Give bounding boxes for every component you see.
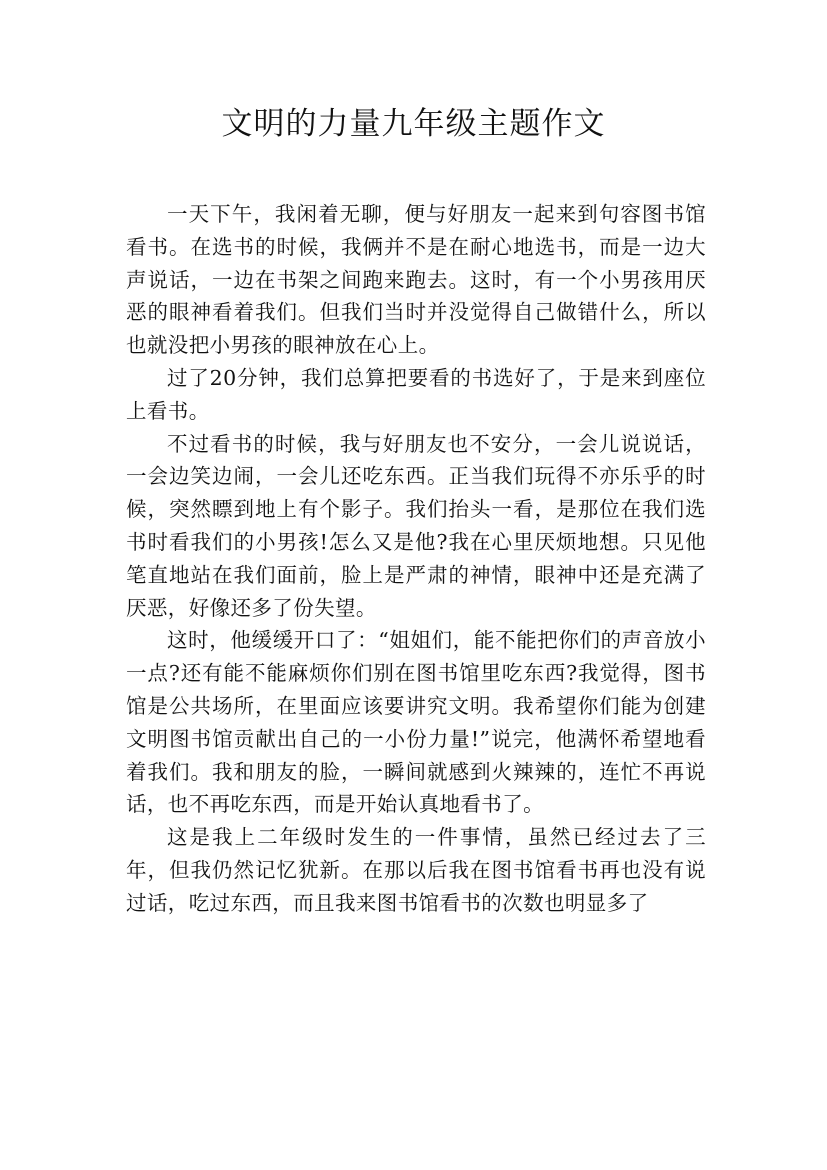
paragraph: 这时，他缓缓开口了：“姐姐们，能不能把你们的声音放小一点?还有能不能麻烦你们别在图书馆里吃东西?我觉得，图书馆是公共场所，在里面应该要讲究文明。我希望你们能为创建文明图书馆贡献出自己的一小份力量!”说完，他满怀希望地看着我们。我和朋友的脸，一瞬间就感到火辣辣的，连忙不再说话，也不再吃东西，而是开始认真地看书了。 [126,628,706,817]
document-title: 文明的力量九年级主题作文 [221,106,606,142]
document-body [126,198,706,920]
paragraph: 过了20分钟，我们总算把要看的书选好了，于是来到座位上看书。 [126,365,706,423]
paragraph: 一天下午，我闲着无聊，便与好朋友一起来到句容图书馆看书。在选书的时候，我俩并不是在耐心地选书，而是一边大声说话，一边在书架之间跑来跑去。这时，有一个小男孩用厌恶的眼神看着我们。但我们当时并没觉得自己做错什么，所以也就没把小男孩的眼神放在心上。 [126,202,706,358]
paragraph: 这是我上二年级时发生的一件事情，虽然已经过去了三年，但我仍然记忆犹新。在那以后我在图书馆看书再也没有说过话，吃过东西，而且我来图书馆看书的次数也明显多了 [126,825,706,915]
paragraph: 不过看书的时候，我与好朋友也不安分，一会儿说说话，一会边笑边闹，一会儿还吃东西。正当我们玩得不亦乐乎的时候，突然瞟到地上有个影子。我们抬头一看，是那位在我们选书时看我们的小男孩!怎么又是他?我在心里厌烦地想。只见他笔直地站在我们面前，脸上是严肃的神情，眼神中还是充满了厌恶，好像还多了份失望。 [126,431,706,620]
